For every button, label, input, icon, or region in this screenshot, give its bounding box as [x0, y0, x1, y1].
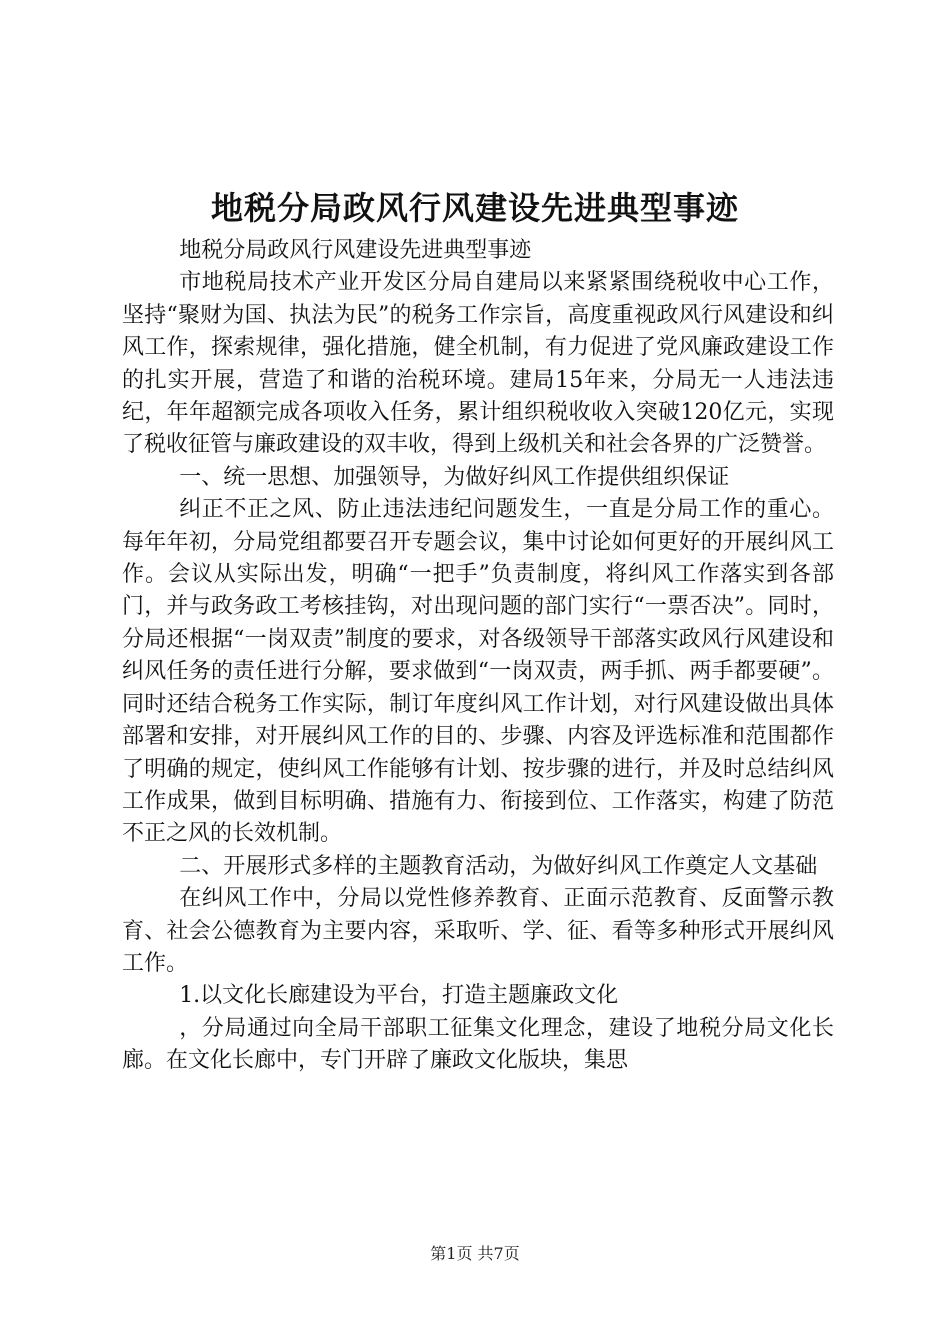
paragraph-subsection-1: ，分局通过向全局干部职工征集文化理念，建设了地税分局文化长廊。在文化长廊中，专门开辟了廉政文化版块，集思: [122, 1015, 834, 1074]
page-number-footer: 第1页 共7页: [430, 1244, 520, 1263]
document-title: 地税分局政风行风建设先进典型事迹: [210, 189, 739, 227]
paragraph-subtitle: 地税分局政风行风建设先进典型事迹: [179, 238, 532, 263]
paragraph-section-2: 在纠风工作中，分局以党性修养教育、正面示范教育、反面警示教育、社会公德教育为主要内容，采取听、学、征、看等多种形式开展纠风工作。: [122, 886, 834, 976]
section-heading-2: 二、开展形式多样的主题教育活动，为做好纠风工作奠定人文基础: [179, 853, 818, 879]
document-body: [122, 235, 834, 1078]
paragraph-section-1: 纠正不正之风、防止违法违纪问题发生，一直是分局工作的重心。每年年初，分局党组都要召开专题会议，集中讨论如何更好的开展纠风工作。会议从实际出发，明确“一把手”负责制度，将纠风工作落实到各部门，并与政务政工考核挂钩，对出现问题的部门实行“一票否决”。同时，分局还根据“一岗双责”制度的要求，对各级领导干部落实政风行风建设和纠风任务的责任进行分解，要求做到“一岗双责，两手抓、两手都要硬”。同时还结合税务工作实际，制订年度纠风工作计划，对行风建设做出具体部署和安排，对开展纠风工作的目的、步骤、内容及评选标准和范围都作了明确的规定，使纠风工作能够有计划、按步骤的进行，并及时总结纠风工作成果，做到目标明确、措施有力、衔接到位、工作落实，构建了防范不正之风的长效机制。: [122, 497, 834, 847]
subsection-heading-1: 1.以文化长廊建设为平台，打造主题廉政文化: [179, 983, 619, 1009]
section-heading-1: 一、统一思想、加强领导，为做好纠风工作提供组织保证: [179, 464, 730, 490]
paragraph-intro: 市地税局技术产业开发区分局自建局以来紧紧围绕税收中心工作，坚持“聚财为国、执法为民”的税务工作宗旨，高度重视政风行风建设和纠风工作，探索规律，强化措施，健全机制，有力促进了党风廉政建设工作的扎实开展，营造了和谐的治税环境。建局15年来，分局无一人违法违纪，年年超额完成各项收入任务，累计组织税收收入突破120亿元，实现了税收征管与廉政建设的双丰收，得到上级机关和社会各界的广泛赞誉。: [122, 270, 834, 458]
